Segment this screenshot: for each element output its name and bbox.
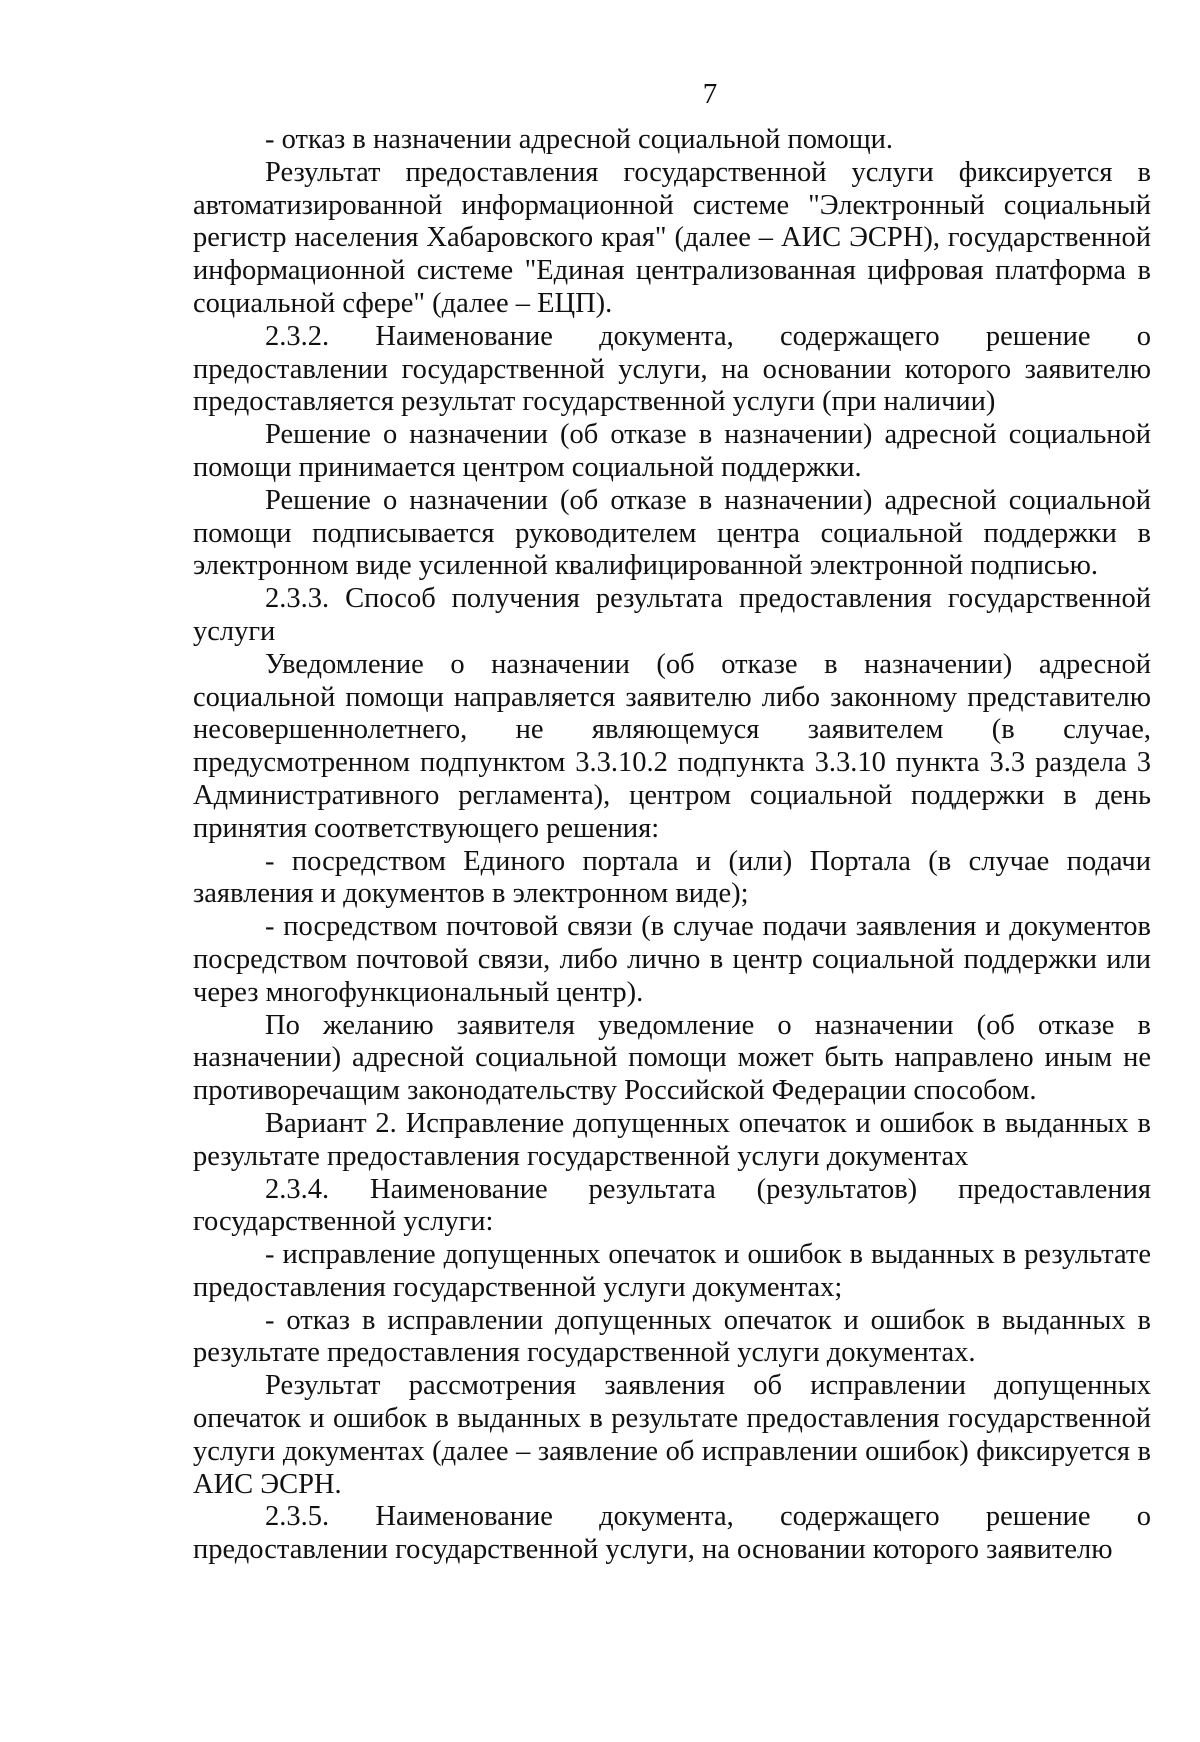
list-item-portal: - посредством Единого портала и (или) Портала (в случае подачи заявления и документов в электронном виде); (193, 845, 1151, 910)
document-body (193, 124, 1151, 1567)
list-item-correction: - исправление допущенных опечаток и ошибок в выданных в результате предоставления государственной услуги документах; (193, 1239, 1151, 1303)
paragraph-refusal-item: - отказ в назначении адресной социальной помощи. (265, 124, 894, 155)
paragraph-correction-result: Результат рассмотрения заявления об исправлении допущенных опечаток и ошибок в выданных в результате предоставления государственной услуги документах (далее – заявление об исправлении ошибок) фиксируется в АИС ЭСРН. (193, 1370, 1151, 1500)
paragraph-variant-2: Вариант 2. Исправление допущенных опечаток и ошибок в выданных в результате предоставления государственной услуги документах (193, 1107, 1151, 1172)
paragraph-decision-made: Решение о назначении (об отказе в назначении) адресной социальной помощи принимается центром социальной поддержки. (193, 419, 1151, 483)
paragraph-result-recording: Результат предоставления государственной услуги фиксируется в автоматизированной информационной системе "Электронный социальный регистр населения Хабаровского края" (далее – АИС ЭСРН), государственной информационной системе "Единая централизованная цифровая платформа в социальной сфере" (далее – ЕЦП). (193, 156, 1151, 319)
paragraph-other-method: По желанию заявителя уведомление о назначении (об отказе в назначении) адресной социальной помощи может быть направлено иным не противоречащим законодательству Российской Федерации способом. (193, 1009, 1151, 1107)
paragraph-decision-signed: Решение о назначении (об отказе в назначении) адресной социальной помощи подписывается руководителем центра социальной поддержки в электронном виде усиленной квалифицированной электронной подписью. (193, 484, 1151, 582)
list-item-correction-refusal: - отказ в исправлении допущенных опечаток и ошибок в выданных в результате предоставления государственной услуги документах. (193, 1304, 1151, 1369)
list-item-postal: - посредством почтовой связи (в случае подачи заявления и документов посредством почтовой связи, либо лично в центр социальной поддержки или через многофункциональный центр). (193, 911, 1151, 1008)
page-number: 7 (702, 78, 718, 110)
section-heading-2-3-5: 2.3.5. Наименование документа, содержащего решение о предоставлении государственной услуги, на основании которого заявителю (193, 1501, 1151, 1566)
section-heading-2-3-2: 2.3.2. Наименование документа, содержащего решение о предоставлении государственной услуги, на основании которого заявителю предоставляется результат государственной услуги (при наличии) (193, 320, 1151, 418)
section-heading-2-3-4: 2.3.4. Наименование результата (результатов) предоставления государственной услуги: (193, 1173, 1151, 1238)
section-heading-2-3-3: 2.3.3. Способ получения результата предоставления государственной услуги (193, 583, 1151, 647)
paragraph-notification: Уведомление о назначении (об отказе в назначении) адресной социальной помощи направляется заявителю либо законному представителю несовершеннолетнего, не являющемуся заявителем (в случае, предусмотренном подпунктом 3.3.10.2 подпункта 3.3.10 пункта 3.3 раздела 3 Административного регламента), центром социальной поддержки в день принятия соответствующего решения: (193, 648, 1151, 844)
